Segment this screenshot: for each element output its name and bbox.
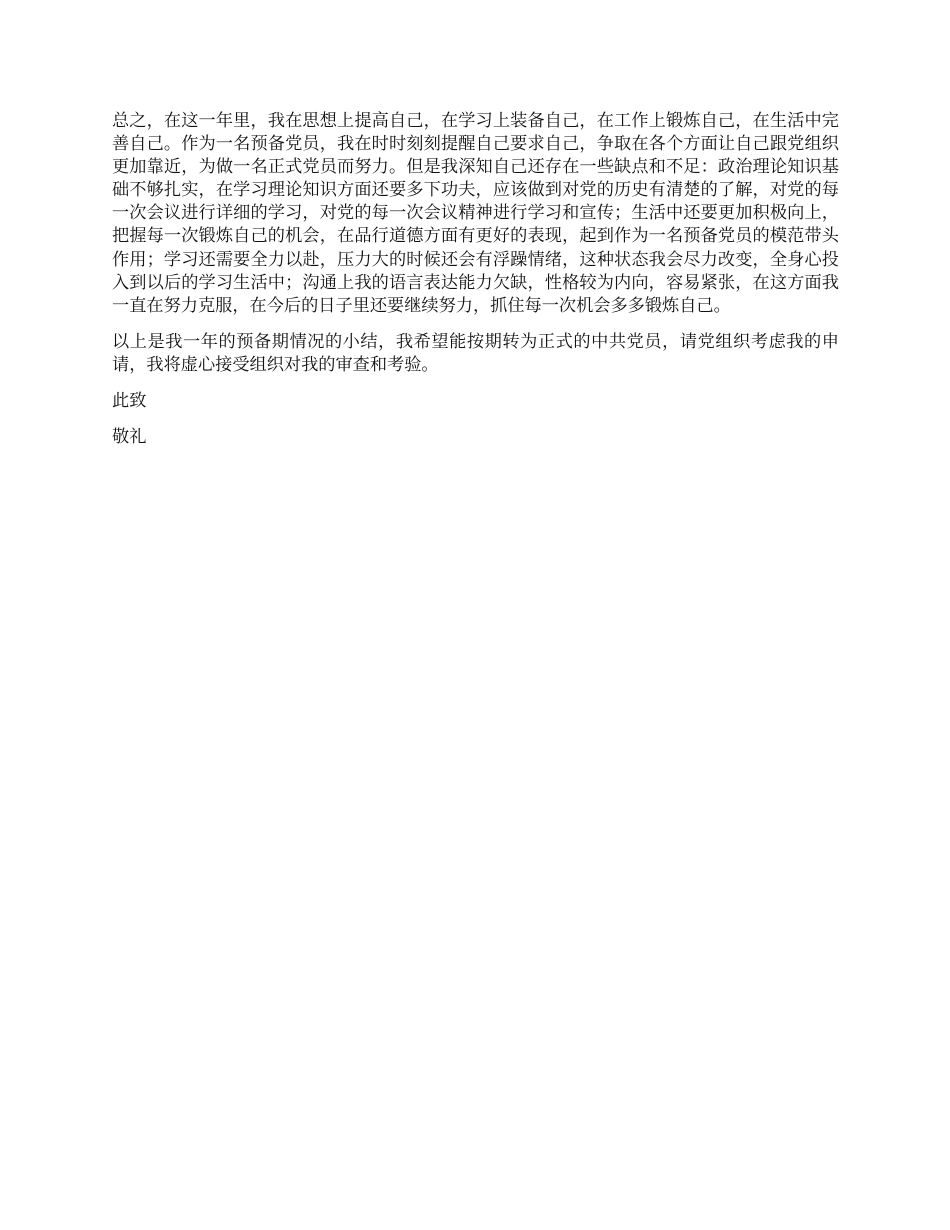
body-paragraph-summary: 总之，在这一年里，我在思想上提高自己，在学习上装备自己，在工作上锻炼自己，在生活中完善自己。作为一名预备党员，我在时时刻刻提醒自己要求自己，争取在各个方面让自己跟党组织更加靠近，为做一名正式党员而努力。但是我深知自己还存在一些缺点和不足：政治理论知识基础不够扎实，在学习理论知识方面还要多下功夫，应该做到对党的历史有清楚的了解，对党的每一次会议进行详细的学习，对党的每一次会议精神进行学习和宣传；生活中还要更加积极向上，把握每一次锻炼自己的机会，在品行道德方面有更好的表现，起到作为一名预备党员的模范带头作用；学习还需要全力以赴，压力大的时候还会有浮躁情绪，这种状态我会尽力改变，全身心投入到以后的学习生活中；沟通上我的语言表达能力欠缺，性格较为内向，容易紧张，在这方面我一直在努力克服，在今后的日子里还要继续努力，抓住每一次机会多多锻炼自己。 <box>112 111 839 316</box>
closing-salutation: 此致 <box>112 391 147 412</box>
body-paragraph-conclusion: 以上是我一年的预备期情况的小结，我希望能按期转为正式的中共党员，请党组织考虑我的申请，我将虚心接受组织对我的审查和考验。 <box>112 331 839 375</box>
document-body <box>112 110 839 462</box>
closing-regards: 敬礼 <box>112 427 147 448</box>
